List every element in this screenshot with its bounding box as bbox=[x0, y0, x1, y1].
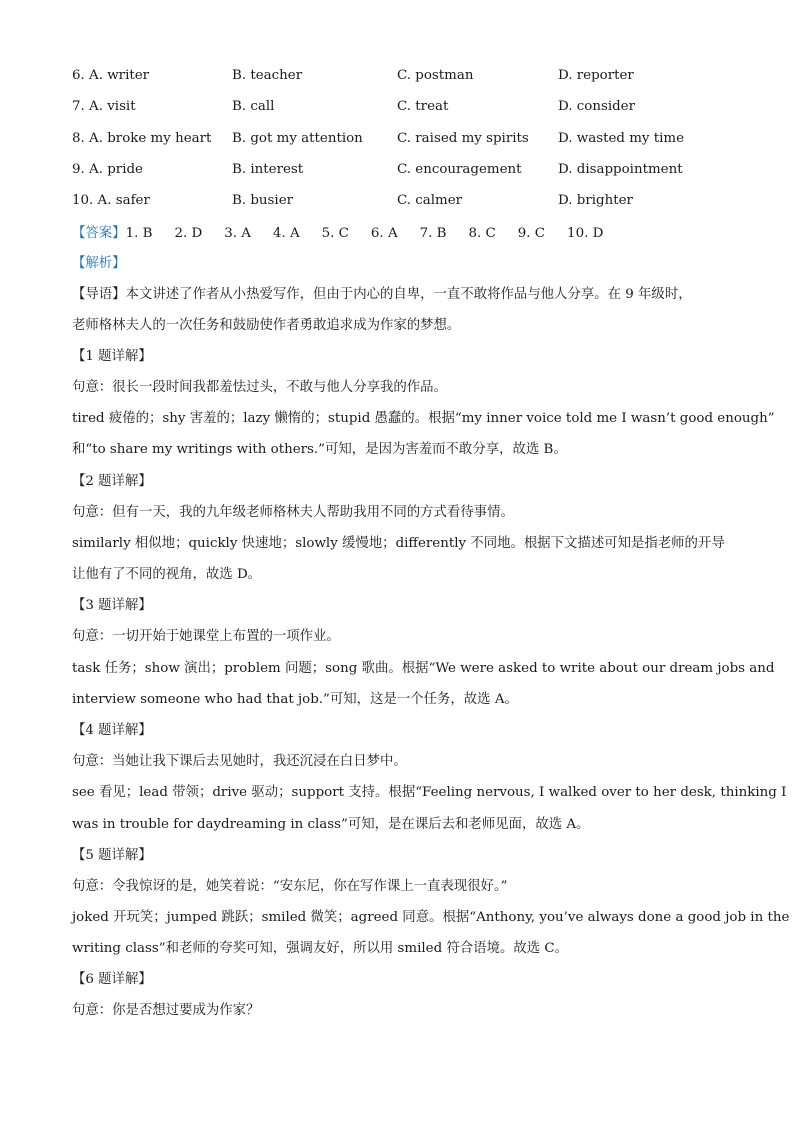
option-row-6 bbox=[72, 68, 732, 88]
answer-item: 3. A bbox=[224, 226, 251, 241]
q1-explanation: 和“to share my writings with others.”可知，是因为害羞而不敢分享，故选 B。 bbox=[72, 442, 567, 457]
intro-line: 老师格林夫人的一次任务和鼓励使作者勇敢追求成为作家的梦想。 bbox=[72, 318, 461, 333]
answer-item: 1. B bbox=[125, 226, 153, 241]
option-b: B. interest bbox=[232, 162, 304, 177]
q3-explanation: task 任务；show 演出；problem 问题；song 歌曲。根据“We were asked to write about our dream jobs and bbox=[72, 661, 775, 676]
q3-title: 【3 题详解】 bbox=[72, 598, 152, 613]
q1-explanation: tired 疲倦的；shy 害羞的；lazy 懒惰的；stupid 愚蠢的。根据“my inner voice told me I wasn’t good enough” bbox=[72, 411, 775, 426]
answer-label: 【答案】 bbox=[72, 226, 126, 241]
q4-meaning: 句意：当她让我下课后去见她时，我还沉浸在白日梦中。 bbox=[72, 754, 407, 769]
q4-title: 【4 题详解】 bbox=[72, 723, 152, 738]
answer-item: 7. B bbox=[419, 226, 447, 241]
q6-meaning: 句意：你是否想过要成为作家？ bbox=[72, 1003, 260, 1018]
q3-explanation: interview someone who had that job.”可知，这是一个任务，故选 A。 bbox=[72, 692, 518, 707]
option-c: C. encouragement bbox=[397, 162, 522, 177]
option-c: C. postman bbox=[397, 68, 474, 83]
option-a: 9. A. pride bbox=[72, 162, 143, 177]
option-d: D. reporter bbox=[558, 68, 634, 83]
q2-meaning: 句意：但有一天，我的九年级老师格林夫人帮助我用不同的方式看待事情。 bbox=[72, 505, 514, 520]
q6-title: 【6 题详解】 bbox=[72, 972, 152, 987]
option-b: B. got my attention bbox=[232, 131, 363, 146]
answer-row bbox=[72, 222, 732, 241]
q4-explanation: was in trouble for daydreaming in class”可知，是在课后去和老师见面，故选 A。 bbox=[72, 817, 590, 832]
q2-explanation: 让他有了不同的视角，故选 D。 bbox=[72, 567, 262, 582]
option-b: B. busier bbox=[232, 193, 294, 208]
q5-explanation: joked 开玩笑；jumped 跳跃；smiled 微笑；agreed 同意。根据“Anthony, you’ve always done a good job in the bbox=[72, 910, 790, 925]
answer-item: 2. D bbox=[174, 226, 203, 241]
option-a: 10. A. safer bbox=[72, 193, 150, 208]
option-d: D. wasted my time bbox=[558, 131, 685, 146]
option-d: D. consider bbox=[558, 99, 636, 114]
option-c: C. raised my spirits bbox=[397, 131, 529, 146]
answer-item: 4. A bbox=[272, 226, 300, 241]
option-d: D. brighter bbox=[558, 193, 633, 208]
q5-meaning: 句意：令我惊讶的是，她笑着说：“安东尼，你在写作课上一直表现很好。” bbox=[72, 879, 508, 894]
answer-item: 6. A bbox=[370, 226, 398, 241]
q3-meaning: 句意：一切开始于她课堂上布置的一项作业。 bbox=[72, 629, 340, 644]
option-row-9 bbox=[72, 162, 732, 182]
q2-title: 【2 题详解】 bbox=[72, 474, 152, 489]
q1-title: 【1 题详解】 bbox=[72, 349, 152, 364]
option-c: C. treat bbox=[397, 99, 449, 114]
q5-title: 【5 题详解】 bbox=[72, 848, 152, 863]
answer-item: 9. C bbox=[517, 226, 546, 241]
q1-meaning: 句意：很长一段时间我都羞怯过头，不敢与他人分享我的作品。 bbox=[72, 380, 447, 395]
answer-item: 5. C bbox=[321, 226, 349, 241]
analysis-label: 【解析】 bbox=[72, 256, 126, 271]
answer-item: 8. C bbox=[468, 226, 496, 241]
option-row-10 bbox=[72, 193, 732, 213]
option-row-7 bbox=[72, 99, 732, 119]
option-b: B. call bbox=[232, 99, 275, 114]
q5-explanation: writing class”和老师的夸奖可知，强调友好，所以用 smiled 符合语境。故选 C。 bbox=[72, 941, 569, 956]
option-a: 8. A. broke my heart bbox=[72, 131, 212, 146]
option-a: 7. A. visit bbox=[72, 99, 136, 114]
option-c: C. calmer bbox=[397, 193, 463, 208]
q2-explanation: similarly 相似地；quickly 快速地；slowly 缓慢地；differently 不同地。根据下文描述可知是指老师的开导 bbox=[72, 536, 725, 551]
intro-line: 【导语】本文讲述了作者从小热爱写作，但由于内心的自卑，一直不敢将作品与他人分享。在 9 年级时， bbox=[72, 287, 692, 302]
q4-explanation: see 看见；lead 带领；drive 驱动；support 支持。根据“Feeling nervous, I walked over to her desk, thinking I bbox=[72, 785, 787, 800]
answer-item: 10. D bbox=[567, 226, 604, 241]
option-row-8 bbox=[72, 131, 732, 151]
option-a: 6. A. writer bbox=[72, 68, 150, 83]
option-b: B. teacher bbox=[232, 68, 303, 83]
option-d: D. disappointment bbox=[558, 162, 683, 177]
